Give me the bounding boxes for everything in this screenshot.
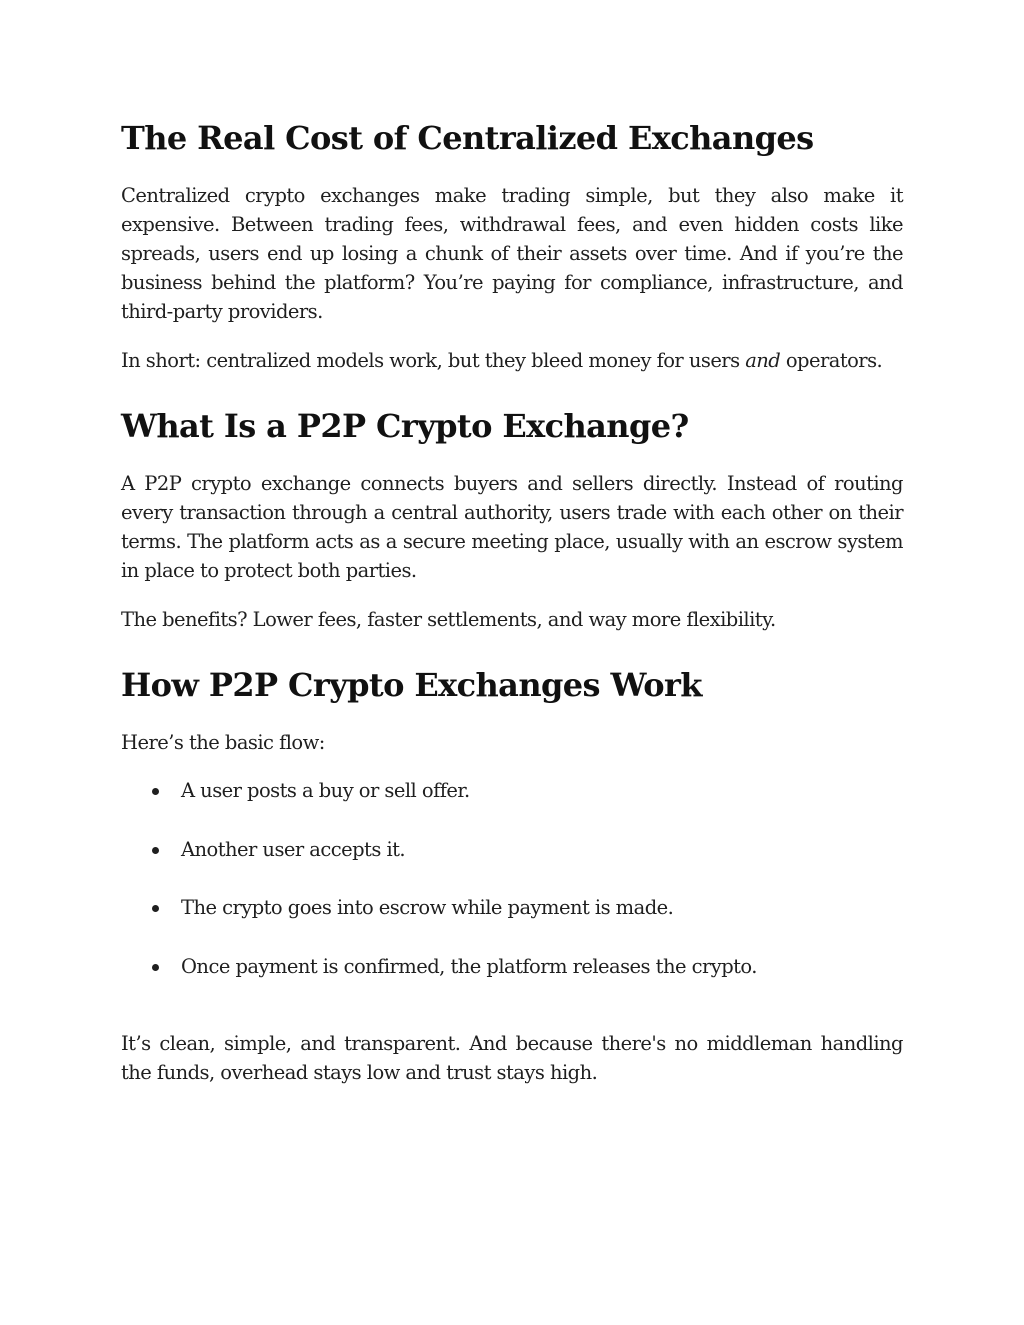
list-item: [121, 893, 903, 952]
bullet-icon: [152, 964, 159, 971]
paragraph-in-short-text: In short: centralized models work, but they bleed money for users: [121, 349, 746, 372]
bullet-icon: [152, 847, 159, 854]
paragraph-basic-flow-intro: Here’s the basic flow:: [121, 731, 325, 754]
list-item: [121, 776, 903, 835]
section-heading-real-cost: The Real Cost of Centralized Exchanges: [121, 119, 814, 157]
section-heading-what-is-p2p: What Is a P2P Crypto Exchange?: [121, 407, 689, 445]
paragraph-p2p-definition: A P2P crypto exchange connects buyers and sellers directly. Instead of routing every transaction through a central authority, users trade with each other on their terms. The platform acts as a secure meeting place, usually with an escrow system in place to protect both parties.: [121, 472, 903, 582]
section-heading-how-it-works: How P2P Crypto Exchanges Work: [121, 666, 702, 704]
list-item-text: The crypto goes into escrow while payment is made.: [181, 896, 674, 919]
bullet-icon: [152, 905, 159, 912]
paragraph-in-short-end: operators.: [780, 349, 883, 372]
bullet-icon: [152, 788, 159, 795]
emphasis-and: and: [745, 349, 781, 372]
flow-steps-list: [121, 776, 903, 1010]
list-item: [121, 952, 903, 1011]
paragraph-benefits: The benefits? Lower fees, faster settlements, and way more flexibility.: [121, 608, 776, 631]
list-item: [121, 835, 903, 894]
list-item-text: Another user accepts it.: [181, 837, 406, 861]
list-item-text: Once payment is confirmed, the platform releases the crypto.: [181, 954, 757, 978]
paragraph-closing: It’s clean, simple, and transparent. And because there's no middleman handling the funds, overhead stays low and trust stays high.: [121, 1032, 903, 1084]
paragraph-centralized-costs: Centralized crypto exchanges make trading simple, but they also make it expensive. Between trading fees, withdrawal fees, and even hidden costs like spreads, users end up losing a chunk of their assets over time. And if you’re the business behind the platform? You’re paying for compliance, infrastructure, and third-party providers.: [121, 184, 903, 323]
paragraph-in-short: [121, 346, 903, 375]
list-item-text: A user posts a buy or sell offer.: [181, 779, 470, 802]
